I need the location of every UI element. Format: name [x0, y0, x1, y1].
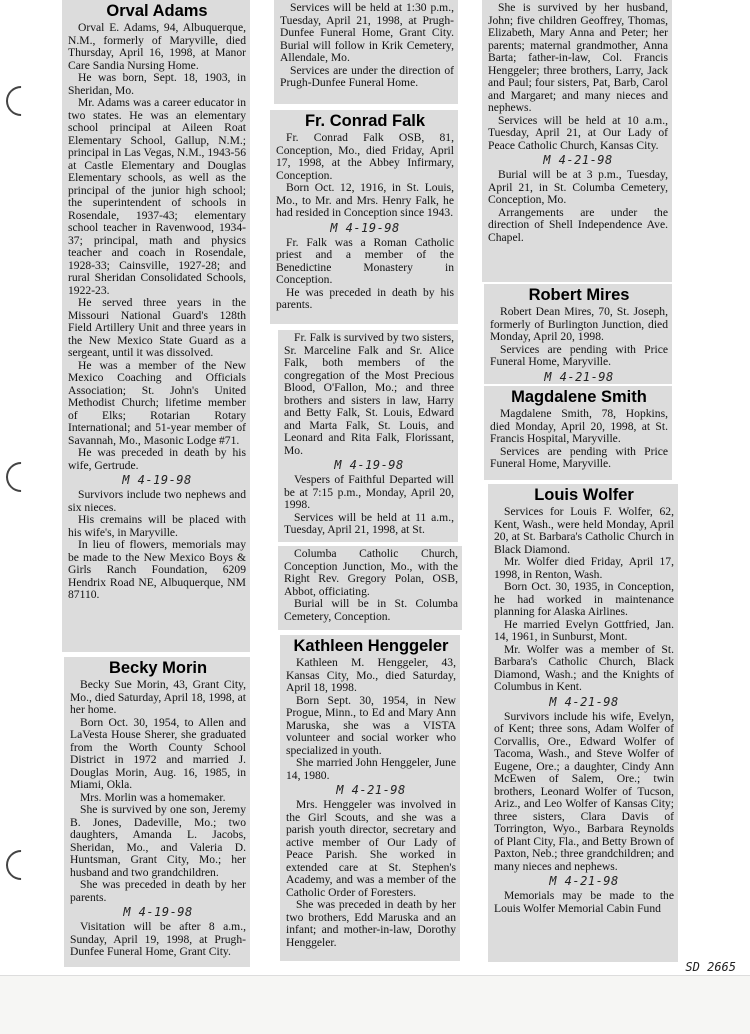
handwritten-date-note: M 4-19-98 [330, 220, 400, 235]
obituary-paragraph: Mr. Wolfer was a member of St. Barbara's Catholic Church, Black Diamond, Wash.; and the Knights of Columbus in Kent. [494, 642, 674, 693]
archive-stamp: SD 2665 [685, 960, 736, 974]
obituary-paragraph: Kathleen M. Henggeler, 43, Kansas City, Mo., died Saturday, April 18, 1998. [286, 656, 456, 694]
obituary-paragraph: She was preceded in death by her two brothers, Edd Maruska and an infant; and mother-in-law, Dorothy Henggeler. [286, 898, 456, 949]
obituary-paragraph: Services for Louis F. Wolfer, 62, Kent, Wash., were held Monday, April 20, at St. Barbara's Catholic Church in Black Diamond. [494, 505, 674, 556]
scan-bottom-margin [0, 975, 750, 1034]
handwritten-date-note: M 4-21-98 [336, 783, 406, 797]
obituary-paragraph: Services are under the direction of Prugh-Dunfee Funeral Home. [280, 63, 454, 89]
obituary-paragraph: His cremains will be placed with his wife's, in Maryville. [68, 513, 246, 539]
obituary-paragraph: Memorials may be made to the Louis Wolfer Memorial Cabin Fund [494, 889, 674, 915]
obituary-paragraph: Services are pending with Price Funeral Home, Maryville. [490, 444, 668, 470]
obituary-becky-morin [64, 657, 250, 967]
handwritten-date-note: M 4-21-98 [543, 153, 613, 167]
obituary-paragraph: Mrs. Henggeler was involved in the Girl Scouts, and she was a parish youth director, secretary and active member of Our Lady of Peace Parish. She worked in extended care at St. Stephen's Academy, and was a member of the Catholic Order of Foresters. [286, 798, 456, 899]
obituary-paragraph: Visitation will be after 8 a.m., Sunday, April 19, 1998, at Prugh-Dunfee Funeral Home, Grant City. [70, 920, 246, 958]
obituary-paragraph: Born Sept. 30, 1954, in New Progue, Minn., to Ed and Mary Ann Maruska, she was a VISTA volunteer and social worker who specialized in youth. [286, 693, 456, 757]
handwritten-date-note: M 4-21-98 [549, 874, 619, 888]
obituary-paragraph: Magdalene Smith, 78, Hopkins, died Monday, April 20, 1998, at St. Francis Hospital, Maryville. [490, 407, 668, 445]
obituary-title: Robert Mires [528, 286, 630, 304]
obituary-paragraph: He served three years in the Missouri National Guard's 128th Field Artillery Unit and three years in the New Mexico State Guard as a sergeant, until it was dissolved. [68, 296, 246, 359]
obituary-paragraph: Survivors include his wife, Evelyn, of Kent; three sons, Adam Wolfer of Corvallis, Ore., Edward Wolfer of Tacoma, Wash., and Steve Wolfer of Eugene, Ore.; a daughter, Cindy Ann McEwen of Salem, Ore.; twin brothers, Leonard Wolfer of Tucson, Ariz., and Leo Wolfer of Kansas City; three sisters, Clara Davis of Torrington, Wyo., Barbara Reynolds of Plant City, Fla., and Betty Brown of Paxton, Neb.; three grandchildren; and many nieces and nephews. [494, 709, 674, 873]
obituary-paragraph: Orval E. Adams, 94, Albuquerque, N.M., formerly of Maryville, died Thursday, April 16, 1998, at Manor Care Sandia Nursing Home. [68, 21, 246, 72]
obituary-paragraph: Mrs. Morlin was a homemaker. [80, 790, 226, 804]
obituary-paragraph: She is survived by her husband, John; five children Geoffrey, Thomas, Elizabeth, Mary Anna and Peter; her parents; maternal grandmother, Anna Barta; father-in-law, Col. Francis Henggeler; three brothers, Larry, Jack and Paul; four sisters, Pat, Barb, Carol and Margaret; and many nieces and nephews. [488, 1, 668, 114]
handwritten-date-note: M 4-19-98 [122, 473, 192, 487]
obituary-orval-adams [62, 0, 250, 652]
obituary-paragraph: She married John Henggeler, June 14, 1980. [286, 756, 456, 782]
handwritten-date-note: M 4-19-98 [334, 458, 404, 472]
obituary-paragraph: He was born, Sept. 18, 1903, in Sheridan, Mo. [68, 71, 246, 97]
handwritten-date-note: M 4-21-98 [549, 694, 619, 709]
handwritten-date-note: M 4-21-98 [544, 369, 614, 384]
obituary-title: Becky Morin [108, 659, 208, 677]
obituary-paragraph: Born Oct. 12, 1916, in St. Louis, Mo., to Mr. and Mrs. Henry Falk, he had resided in Conception since 1943. [276, 181, 454, 219]
obituary-paragraph: Robert Dean Mires, 70, St. Joseph, formerly of Burlington Junction, died Monday, April 20, 1998. [490, 305, 668, 343]
obituary-paragraph: Arrangements are under the direction of Shell Independence Ave. Chapel. [488, 205, 668, 244]
obituary-paragraph: She is survived by one son, Jeremy B. Jones, Dadeville, Mo.; two daughters, Amanda L. Jacobs, Sheridan, Mo., and Valeria D. Huntsman, Grant City, Mo.; her husband and two grandchildren. [70, 803, 246, 879]
obituary-kathleen-henggeler-continued [482, 0, 672, 282]
obituary-paragraph: Columba Catholic Church, Conception Junction, Mo., with the Right Rev. Gregory Polan, OSB, Abbot, officiating. [284, 547, 458, 598]
obituary-services-continued [274, 0, 458, 104]
obituary-paragraph: She was preceded in death by her parents. [70, 878, 246, 904]
obituary-paragraph: Burial will be in St. Columba Cemetery, Conception. [284, 597, 458, 623]
obituary-conrad-falk-services [278, 546, 462, 630]
obituary-paragraph: Services will be held at 11 a.m., Tuesday, April 21, 1998, at St. [284, 510, 454, 536]
obituary-louis-wolfer [488, 484, 678, 962]
obituary-title: Fr. Conrad Falk [304, 112, 426, 130]
obituary-title: Louis Wolfer [534, 486, 634, 504]
obituary-magdalene-smith [484, 386, 672, 480]
obituary-conrad-falk-continued [278, 330, 458, 542]
obituary-paragraph: Born Oct. 30, 1954, to Allen and LaVesta House Sherer, she graduated from the Worth County School District in 1972 and married J. Douglas Morin, Aug. 16, 1985, in Miami, Okla. [70, 715, 246, 791]
obituary-paragraph: Fr. Falk is survived by two sisters, Sr. Marceline Falk and Sr. Alice Falk, both members of the congregation of the Most Precious Blood, O'Fallon, Mo.; and three brothers and sisters in law, Harry and Betty Falk, St. Louis, Edward and Marta Falk, St. Louis, and Leonard and Rita Falk, Florissant, Mo. [284, 331, 454, 457]
obituary-kathleen-henggeler [280, 635, 460, 961]
obituary-paragraph: Fr. Conrad Falk OSB, 81, Conception, Mo., died Friday, April 17, 1998, at the Abbey Infirmary, Conception. [276, 131, 454, 182]
obituary-paragraph: He was a member of the New Mexico Coaching and Officials Association; St. John's United Methodist Church; lifetime member of Elks; Rotarian Rotary International; and 51-year member of Savannah, Mo., Masonic Lodge #71. [68, 358, 246, 447]
obituary-paragraph: Services will be held at 10 a.m., Tuesday, April 21, at Our Lady of Peace Catholic Church, Kansas City. [488, 113, 668, 152]
obituary-title: Orval Adams [106, 2, 208, 20]
obituary-paragraph: He was preceded in death by his parents. [276, 285, 454, 311]
obituary-paragraph: Becky Sue Morin, 43, Grant City, Mo., died Saturday, April 18, 1998, at her home. [70, 678, 246, 716]
obituary-title: Magdalene Smith [511, 388, 647, 406]
obituary-paragraph: Fr. Falk was a Roman Catholic priest and a member of the Benedictine Monastery in Conception. [276, 235, 454, 286]
obituary-paragraph: Mr. Adams was a career educator in two states. He was an elementary school principal at Aileen Roat Elementary School, Gallup, N.M.; principal in Las Vegas, N.M., 1943-56 at Castle Elementary and Douglas Elementary schools, as well as the principal of the junior high school; the superintendent of schools in Rosendale, 1937-43; elementary school teacher in Ravenwood, 1934-37; principal, math and physics teacher and coach in Rosendale, 1928-33; Cainsville, 1927-28; and rural Sheridan Consolidated Schools, 1922-23. [68, 96, 246, 297]
handwritten-date-note: M 4-19-98 [123, 905, 193, 919]
obituary-paragraph: Survivors include two nephews and six nieces. [68, 488, 246, 514]
obituary-title: Kathleen Henggeler [293, 637, 449, 655]
obituary-paragraph: He was preceded in death by his wife, Gertrude. [68, 446, 246, 472]
obituary-paragraph: Mr. Wolfer died Friday, April 17, 1998, in Renton, Wash. [494, 555, 674, 581]
obituary-paragraph: He married Evelyn Gottfried, Jan. 14, 1961, in Sunburst, Mont. [494, 617, 674, 643]
obituary-conrad-falk [270, 110, 458, 324]
obituary-paragraph: Services are pending with Price Funeral Home, Maryville. [490, 342, 668, 368]
obituary-paragraph: Vespers of Faithful Departed will be at 7:15 p.m., Monday, April 20, 1998. [284, 473, 454, 511]
obituary-paragraph: Born Oct. 30, 1935, in Conception, he had worked in maintenance planning for Alaska Airlines. [494, 580, 674, 618]
obituary-paragraph: Services will be held at 1:30 p.m., Tuesday, April 21, 1998, at Prugh-Dunfee Funeral Home, Grant City. Burial will follow in Krik Cemetery, Allendale, Mo. [280, 1, 454, 64]
obituary-robert-mires [484, 284, 672, 384]
obituary-paragraph: In lieu of flowers, memorials may be made to the New Mexico Boys & Girls Ranch Foundation, 6209 Hendrix Road NE, Albuquerque, NM 87110. [68, 538, 246, 601]
obituary-paragraph: Burial will be at 3 p.m., Tuesday, April 21, in St. Columba Cemetery, Conception, Mo. [488, 168, 668, 206]
